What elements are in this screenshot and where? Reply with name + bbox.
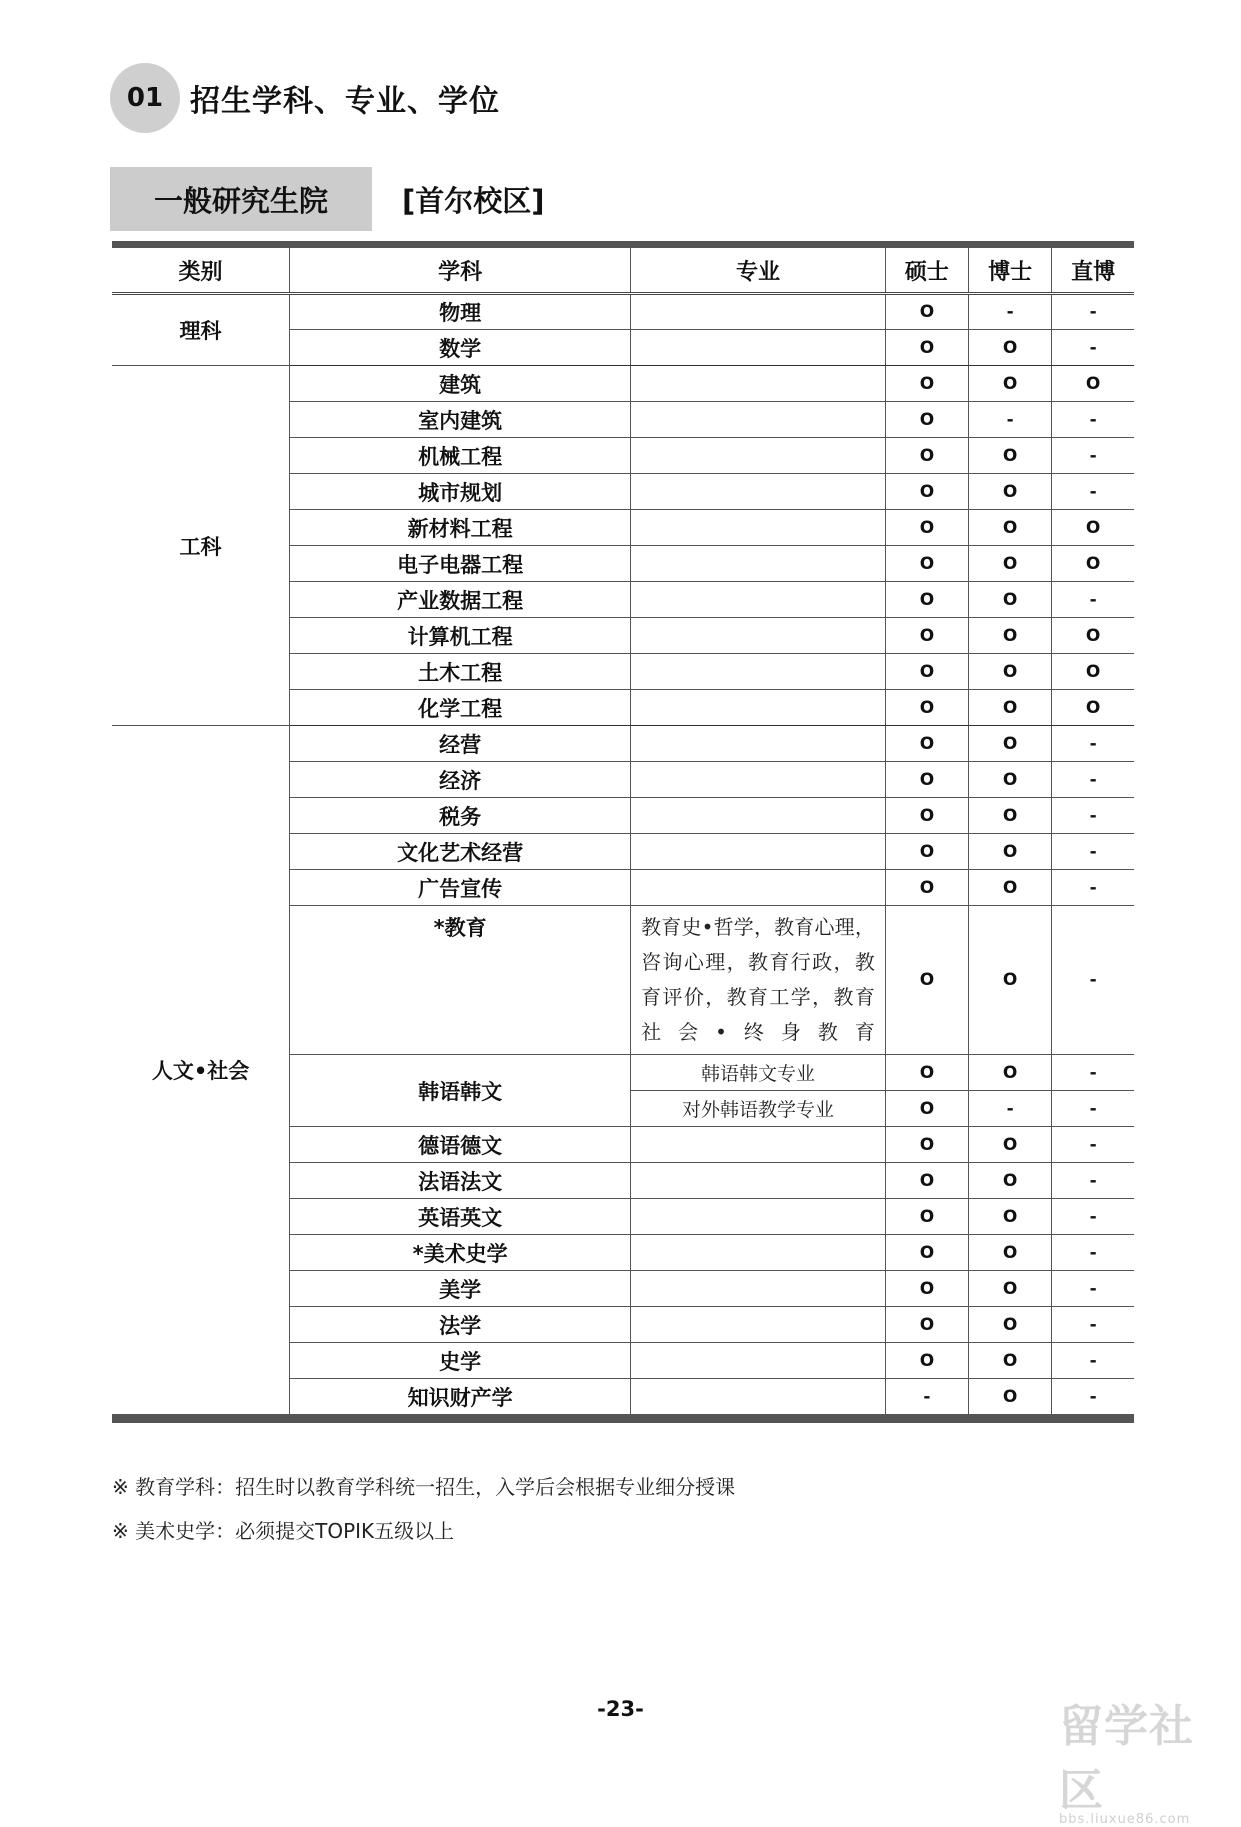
doctor-mark: O bbox=[969, 690, 1052, 726]
major-cell bbox=[631, 294, 886, 330]
doctor-mark: O bbox=[969, 474, 1052, 510]
school-name: 一般研究生院 bbox=[110, 167, 372, 231]
master-mark: O bbox=[885, 1343, 968, 1379]
subject-cell: 知识财产学 bbox=[290, 1379, 631, 1415]
header-major: 专业 bbox=[631, 248, 886, 292]
integrated-mark: - bbox=[1052, 798, 1134, 834]
doctor-mark: O bbox=[969, 1379, 1052, 1415]
header-master: 硕士 bbox=[885, 248, 968, 292]
integrated-mark: O bbox=[1052, 654, 1134, 690]
subject-cell: 法语法文 bbox=[290, 1163, 631, 1199]
master-mark: O bbox=[885, 870, 968, 906]
major-cell bbox=[631, 798, 886, 834]
subject-cell: 税务 bbox=[290, 798, 631, 834]
major-cell bbox=[631, 474, 886, 510]
subject-cell: 室内建筑 bbox=[290, 402, 631, 438]
master-mark: O bbox=[885, 654, 968, 690]
table-row bbox=[112, 366, 1134, 402]
integrated-mark: - bbox=[1052, 1271, 1134, 1307]
integrated-mark: - bbox=[1052, 294, 1134, 330]
master-mark: O bbox=[885, 546, 968, 582]
doctor-mark: O bbox=[969, 762, 1052, 798]
subject-cell: 韩语韩文 bbox=[290, 1055, 631, 1127]
doctor-mark: O bbox=[969, 798, 1052, 834]
subject-cell: 土木工程 bbox=[290, 654, 631, 690]
watermark-logo bbox=[1059, 1690, 1229, 1827]
master-mark: O bbox=[885, 366, 968, 402]
integrated-mark: - bbox=[1052, 1091, 1134, 1127]
major-cell bbox=[631, 366, 886, 402]
subject-cell: 产业数据工程 bbox=[290, 582, 631, 618]
master-mark: O bbox=[885, 834, 968, 870]
section-title: 招生学科、专业、学位 bbox=[190, 84, 500, 119]
doctor-mark: O bbox=[969, 906, 1052, 1055]
doctor-mark: O bbox=[969, 366, 1052, 402]
major-cell bbox=[631, 654, 886, 690]
doctor-mark: O bbox=[969, 546, 1052, 582]
doctor-mark: O bbox=[969, 510, 1052, 546]
doctor-mark: O bbox=[969, 438, 1052, 474]
table-bottom-rule bbox=[112, 1415, 1134, 1423]
watermark-url: bbs.liuxue86.com bbox=[1059, 1812, 1191, 1827]
doctor-mark: O bbox=[969, 1127, 1052, 1163]
integrated-mark: - bbox=[1052, 1055, 1134, 1091]
subject-cell: 电子电器工程 bbox=[290, 546, 631, 582]
integrated-mark: - bbox=[1052, 1163, 1134, 1199]
master-mark: - bbox=[885, 1379, 968, 1415]
category-humanities: 人文•社会 bbox=[112, 726, 290, 1415]
doctor-mark: O bbox=[969, 618, 1052, 654]
master-mark: O bbox=[885, 510, 968, 546]
doctor-mark: O bbox=[969, 1271, 1052, 1307]
table-header-row bbox=[112, 248, 1134, 292]
integrated-mark: O bbox=[1052, 510, 1134, 546]
integrated-mark: - bbox=[1052, 330, 1134, 366]
integrated-mark: O bbox=[1052, 546, 1134, 582]
master-mark: O bbox=[885, 582, 968, 618]
subject-cell: 广告宣传 bbox=[290, 870, 631, 906]
subject-cell: 美学 bbox=[290, 1271, 631, 1307]
section-number: 01 bbox=[110, 63, 180, 133]
major-cell bbox=[631, 762, 886, 798]
integrated-mark: - bbox=[1052, 1127, 1134, 1163]
major-cell: 对外韩语教学专业 bbox=[631, 1091, 886, 1127]
major-cell bbox=[631, 1379, 886, 1415]
subject-cell: 法学 bbox=[290, 1307, 631, 1343]
integrated-mark: - bbox=[1052, 906, 1134, 1055]
school-bar bbox=[110, 167, 545, 231]
master-mark: O bbox=[885, 474, 968, 510]
master-mark: O bbox=[885, 1199, 968, 1235]
subject-cell: 数学 bbox=[290, 330, 631, 366]
subject-cell: 物理 bbox=[290, 294, 631, 330]
major-cell bbox=[631, 402, 886, 438]
header-integrated: 直博 bbox=[1071, 259, 1116, 285]
doctor-mark: O bbox=[969, 582, 1052, 618]
doctor-mark: O bbox=[969, 870, 1052, 906]
table-top-rule bbox=[112, 241, 1134, 248]
doctor-mark: O bbox=[969, 834, 1052, 870]
footnote-art-history: ※ 美术史学：必须提交TOPIK五级以上 bbox=[112, 1519, 455, 1543]
major-cell: 韩语韩文专业 bbox=[631, 1055, 886, 1091]
subject-cell: 化学工程 bbox=[290, 690, 631, 726]
integrated-mark: O bbox=[1052, 366, 1134, 402]
integrated-mark: O bbox=[1052, 618, 1134, 654]
master-mark: O bbox=[885, 1163, 968, 1199]
integrated-mark: - bbox=[1052, 762, 1134, 798]
subject-cell: 机械工程 bbox=[290, 438, 631, 474]
master-mark: O bbox=[885, 1055, 968, 1091]
master-mark: O bbox=[885, 1271, 968, 1307]
doctor-mark: - bbox=[969, 294, 1052, 330]
major-cell bbox=[631, 546, 886, 582]
major-cell bbox=[631, 870, 886, 906]
integrated-mark: - bbox=[1052, 1343, 1134, 1379]
doctor-mark: O bbox=[969, 1307, 1052, 1343]
master-mark: O bbox=[885, 798, 968, 834]
major-cell bbox=[631, 726, 886, 762]
master-mark: O bbox=[885, 690, 968, 726]
doctor-mark: O bbox=[969, 726, 1052, 762]
header-subject: 学科 bbox=[290, 248, 631, 292]
integrated-mark: - bbox=[1052, 1235, 1134, 1271]
subject-cell: 文化艺术经营 bbox=[290, 834, 631, 870]
subject-cell: 建筑 bbox=[290, 366, 631, 402]
section-header bbox=[110, 62, 500, 134]
integrated-mark: - bbox=[1052, 870, 1134, 906]
integrated-mark: - bbox=[1052, 474, 1134, 510]
doctor-mark: O bbox=[969, 330, 1052, 366]
doctor-mark: O bbox=[969, 1163, 1052, 1199]
integrated-mark: - bbox=[1052, 582, 1134, 618]
campus-label: [首尔校区] bbox=[402, 183, 545, 218]
integrated-mark: - bbox=[1052, 1307, 1134, 1343]
integrated-mark: - bbox=[1052, 402, 1134, 438]
major-cell bbox=[631, 1163, 886, 1199]
category-science: 理科 bbox=[112, 294, 290, 366]
footnote-education: ※ 教育学科：招生时以教育学科统一招生，入学后会根据专业细分授课 bbox=[112, 1475, 736, 1499]
major-cell bbox=[631, 330, 886, 366]
page-number: -23- bbox=[597, 1697, 644, 1721]
subject-cell: 经营 bbox=[290, 726, 631, 762]
master-mark: O bbox=[885, 1091, 968, 1127]
header-category: 类别 bbox=[112, 248, 290, 292]
major-cell bbox=[631, 1127, 886, 1163]
doctor-mark: - bbox=[969, 1091, 1052, 1127]
doctor-mark: O bbox=[969, 1343, 1052, 1379]
table-row bbox=[112, 726, 1134, 762]
integrated-mark: - bbox=[1052, 1199, 1134, 1235]
master-mark: O bbox=[885, 1307, 968, 1343]
subject-cell: 英语英文 bbox=[290, 1199, 631, 1235]
subject-cell: *美术史学 bbox=[290, 1235, 631, 1271]
subject-cell: 计算机工程 bbox=[290, 618, 631, 654]
major-cell bbox=[631, 1307, 886, 1343]
integrated-mark: - bbox=[1052, 726, 1134, 762]
programs-table bbox=[112, 241, 1134, 1423]
category-engineering: 工科 bbox=[112, 366, 290, 726]
doctor-mark: - bbox=[969, 402, 1052, 438]
major-cell bbox=[631, 1271, 886, 1307]
doctor-mark: O bbox=[969, 1055, 1052, 1091]
master-mark: O bbox=[885, 330, 968, 366]
subject-cell: 城市规划 bbox=[290, 474, 631, 510]
table-row bbox=[112, 294, 1134, 330]
major-cell bbox=[631, 690, 886, 726]
major-cell: 教育史•哲学，教育心理，咨询心理，教育行政，教育评价，教育工学，教育社会•终身教育 bbox=[631, 906, 886, 1055]
major-cell bbox=[631, 834, 886, 870]
subject-cell: 经济 bbox=[290, 762, 631, 798]
major-cell bbox=[631, 1343, 886, 1379]
integrated-mark: - bbox=[1052, 1379, 1134, 1415]
subject-cell: 德语德文 bbox=[290, 1127, 631, 1163]
doctor-mark: O bbox=[969, 1235, 1052, 1271]
subject-cell: 新材料工程 bbox=[290, 510, 631, 546]
master-mark: O bbox=[885, 618, 968, 654]
major-cell bbox=[631, 618, 886, 654]
integrated-mark: O bbox=[1052, 690, 1134, 726]
integrated-mark: - bbox=[1052, 834, 1134, 870]
major-cell bbox=[631, 1235, 886, 1271]
master-mark: O bbox=[885, 294, 968, 330]
master-mark: O bbox=[885, 438, 968, 474]
master-mark: O bbox=[885, 726, 968, 762]
master-mark: O bbox=[885, 1235, 968, 1271]
subject-cell: 史学 bbox=[290, 1343, 631, 1379]
master-mark: O bbox=[885, 1127, 968, 1163]
major-cell bbox=[631, 1199, 886, 1235]
doctor-mark: O bbox=[969, 1199, 1052, 1235]
subject-cell: *教育 bbox=[290, 906, 631, 1055]
header-doctor: 博士 bbox=[969, 248, 1052, 292]
major-cell bbox=[631, 582, 886, 618]
watermark-text: 留学社区 bbox=[1059, 1701, 1194, 1816]
major-cell bbox=[631, 438, 886, 474]
major-cell bbox=[631, 510, 886, 546]
doctor-mark: O bbox=[969, 654, 1052, 690]
integrated-mark: - bbox=[1052, 438, 1134, 474]
master-mark: O bbox=[885, 402, 968, 438]
master-mark: O bbox=[885, 762, 968, 798]
master-mark: O bbox=[885, 906, 968, 1055]
